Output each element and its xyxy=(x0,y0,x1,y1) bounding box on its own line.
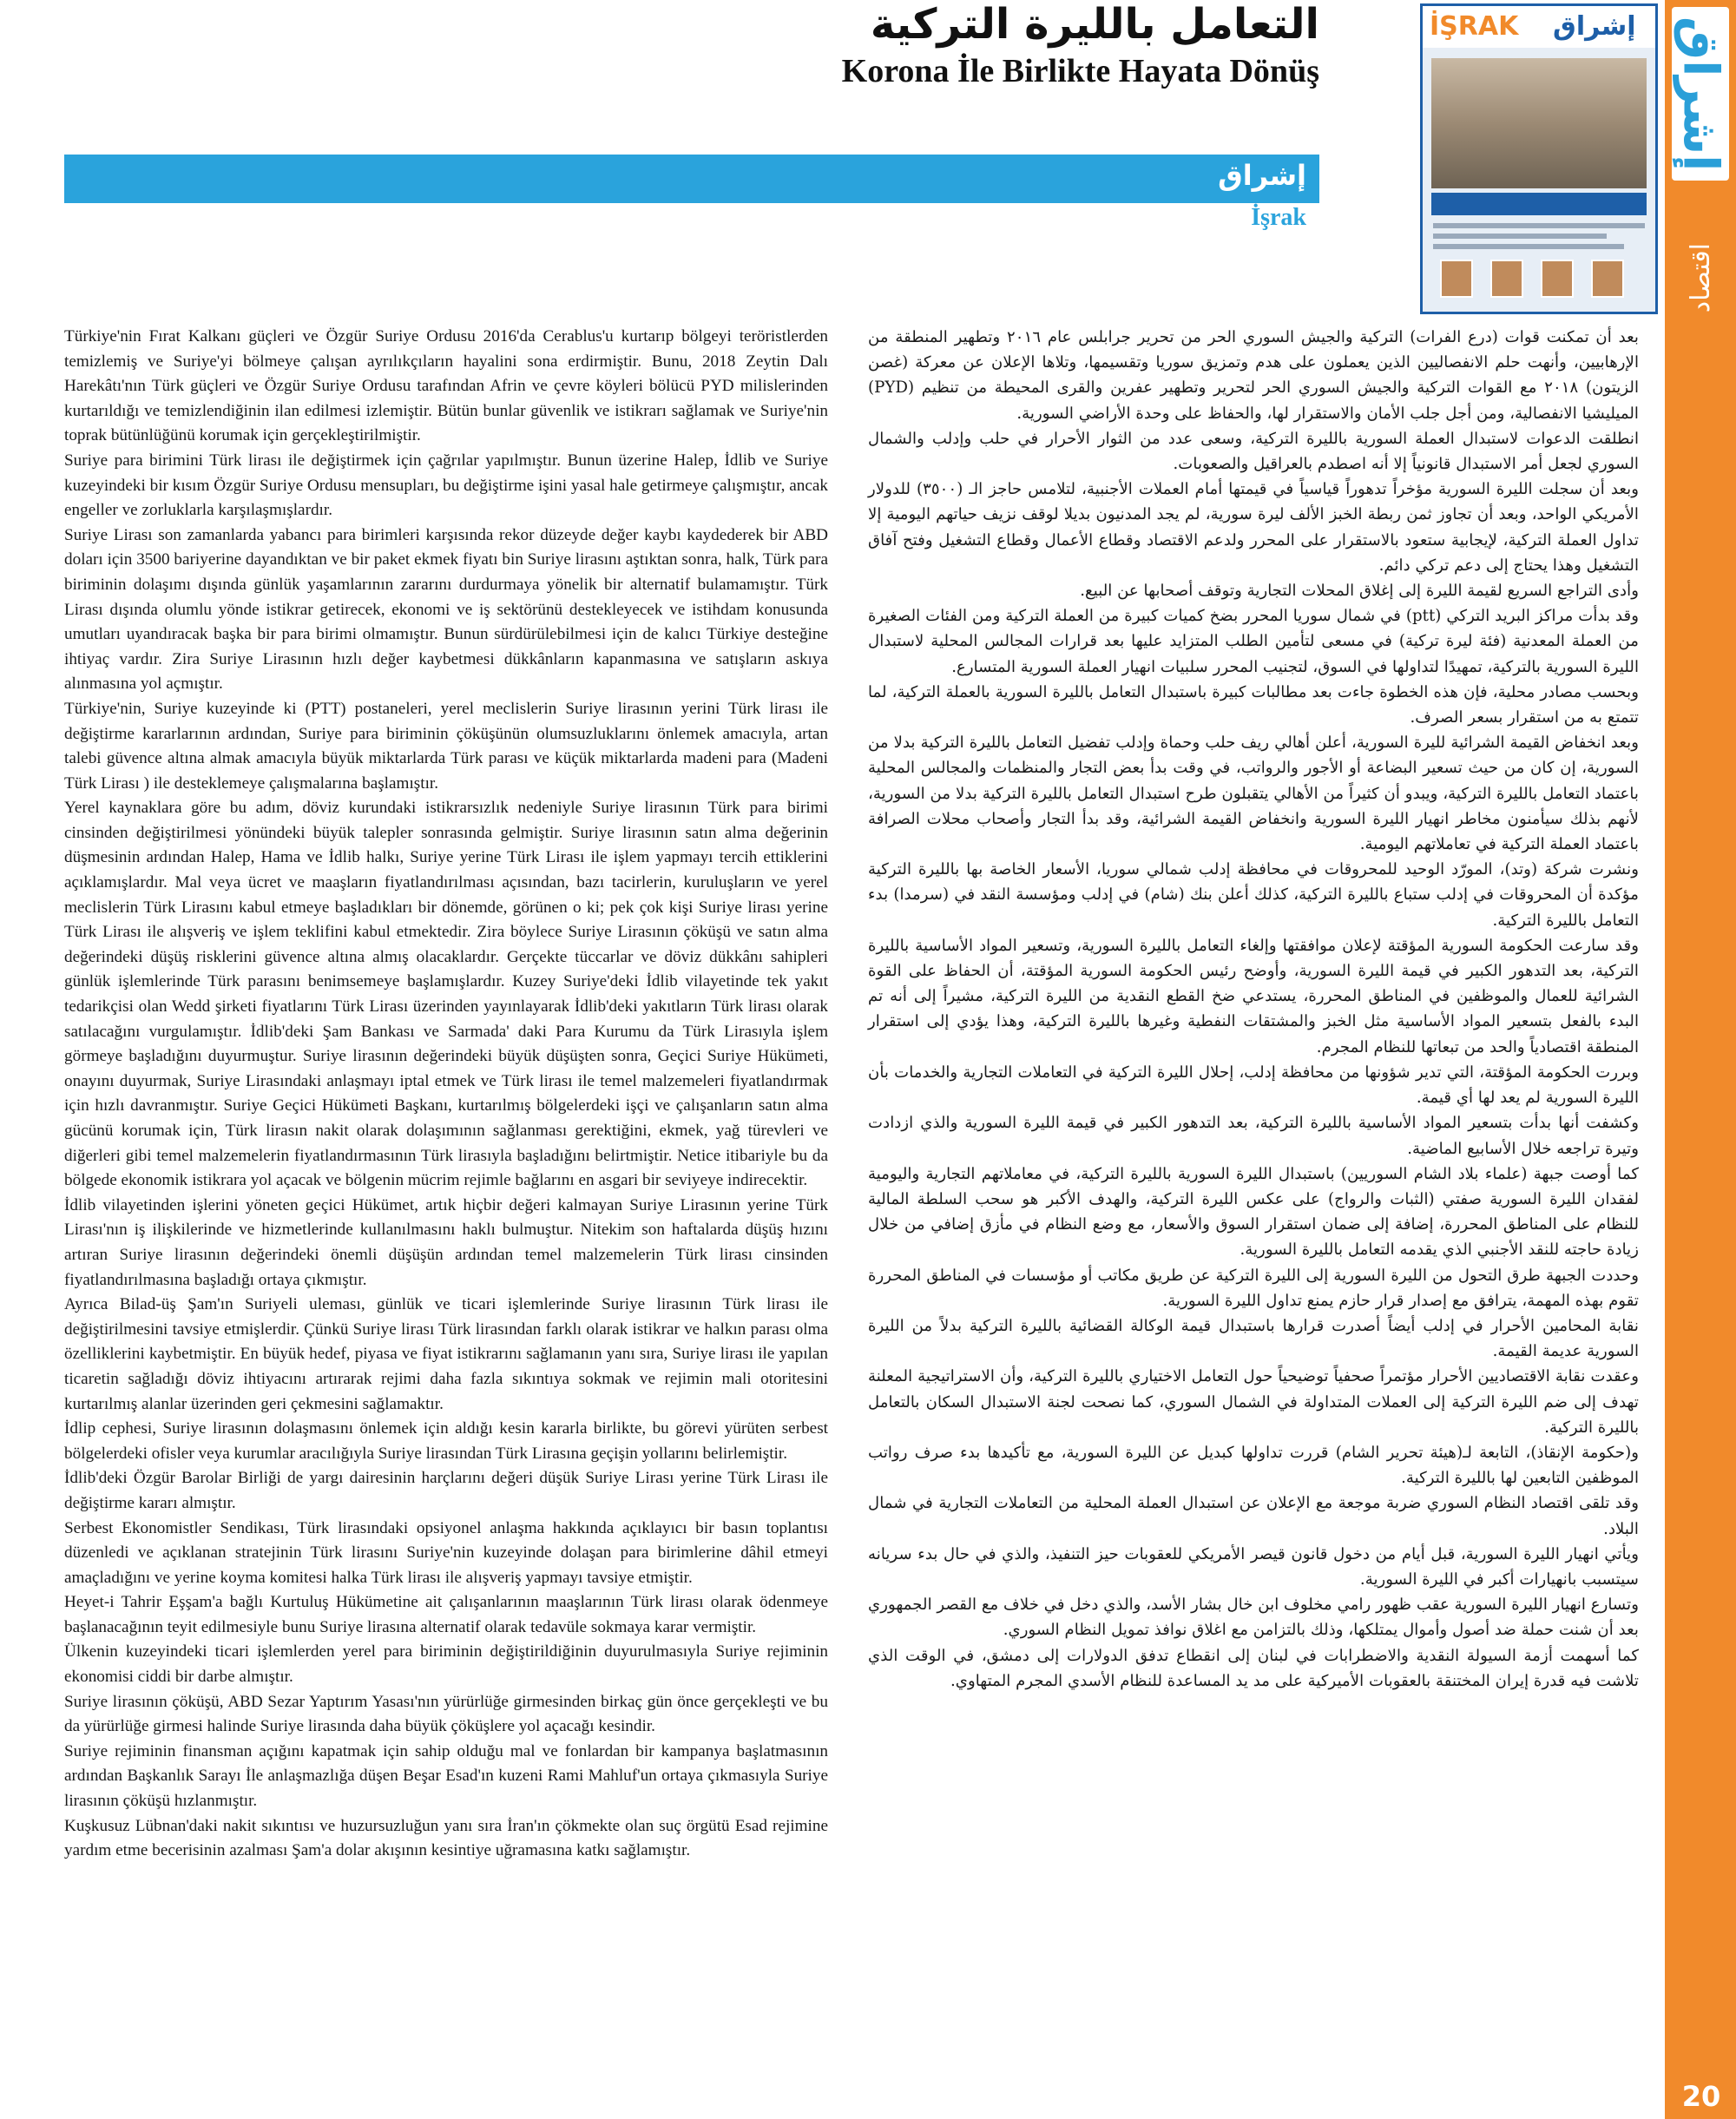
ar-paragraph: وبحسب مصادر محلية، فإن هذه الخطوة جاءت بعد مطالبات كبيرة باستبدال التعامل بالليرة السورية بالعملة التركية، لما تتمتع به من استقرار بسعر الصرف. xyxy=(868,682,1639,727)
cover-portrait xyxy=(1440,260,1473,298)
ar-paragraph: وقد تلقى اقتصاد النظام السوري ضربة موجعة مع الإعلان عن استبدال العملة المحلية من التعاملات التجارية في شمال البلاد. xyxy=(868,1494,1639,1538)
magazine-cover xyxy=(1420,3,1658,314)
tr-paragraph: Yerel kaynaklara göre bu adım, döviz kurundaki istikrarsızlık nedeniyle Suriye lirasının Türk para birimi cinsinden değiştirilmesi yönündeki büyük talepler sonrasında gelmiştir. Suriye lirasının satın alma değerinin düşmesinin ardından Halep, Hama ve İdlib halkı, Suriye yerine Türk Lirası ile işlem yapmayı tercih ettiklerini açıklamışlardır. Mal veya ücret ve maaşların fiyatlandırılması açısından, bazı tacirlerin, kuruluşların ve yerel meclislerin Türk Lirasını kabul etmeye başladıkları bir dönemde, görünen o ki; pek çok kişi Suriye lirası yerine Türk Lirası ile alışveriş ve işlem teklifini kabul etmektedir. Zira böylece Suriye Lirasının çöküşü ve satın alma değerindeki düşüş risklerini güvence altına almış olacaklardır. Gerçekte tüccarlar ve döviz dükkânı sahipleri günlük işlemlerinde Türk parasını benimsemeye başlamışlardır. Kuzey Suriye'deki İdlib vilayetinde tek yakıt tedarikçisi olan Wedd şirketi fiyatlarını Türk Lirası üzerinden yayınlayarak İdlib'deki yakıtların Türk lirası olarak satılacağını vurgulamıştır. İdlib'deki Şam Bankası ve Sarmada' daki Para Kurumu da Türk Lirasıyla işlem görmeye başladığını duyurmuştur. Suriye lirasının değerindeki büyük düşüşten sonra, Geçici Suriye Hükümeti, onayını duyurmak, Suriye Lirasındaki anlaşmayı iptal etmek ve Türk lirası ile temel malzemeleri fiyatlandırmak için hızlı davranmıştır. Suriye Geçici Hükümeti Başkanı, kurtarılmış bölgelerdeki işçi ve çalışanların satın alma gücünü korumak için, Türk lirasın nakit olarak dolaşımının sağlanması gerektiğini, ekmek, yağ türevleri ve diğerleri gibi temel malzemelerin fiyatlandırmasının Türk lirasıyla başladığını belirtmiştir. Netice itibariyle bu da bölgede ekonomik istikrara yol açacak ve bölgenin mücrim rejimle bağlarını en asgari bir seviyeye indirecektir. xyxy=(64,799,828,1190)
cover-portrait xyxy=(1541,260,1574,298)
page-number: 20 xyxy=(1681,2080,1721,2113)
cover-text-line xyxy=(1433,244,1624,249)
author-turkish: İşrak xyxy=(1251,204,1306,231)
ar-paragraph: وكشفت أنها بدأت بتسعير المواد الأساسية بالليرة التركية، بعد التدهور الكبير في قيمة الليرة السورية والذي ازدادت وتيرة تراجعه خلال الأسابيع الماضية. xyxy=(868,1114,1639,1158)
cover-portrait xyxy=(1490,260,1523,298)
ar-paragraph: و(حكومة الإنقاذ)، التابعة لـ(هيئة تحرير الشام) قررت تداولها كبديل عن الليرة السورية، مع تأكيدها بدء صرف رواتب الموظفين التابعين لها بالليرة التركية. xyxy=(868,1443,1639,1488)
turkish-article-body xyxy=(64,325,828,1864)
ar-paragraph: كما أوصت جبهة (علماء بلاد الشام السوريين) باستبدال الليرة السورية بالليرة التركية، في معاملاتهم التجارية واليومية لفقدان الليرة السورية صفتي (الثبات والرواج) على عكس الليرة التركية، والهدف الأكبر هو سحب السلطة المالية للنظام على المناطق المحررة، إضافة إلى ضمان استقرار السوق والأسعار، مع وضع النظام في مأزق إضافي من خلال زيادة حاجته للنقد الأجنبي الذي يقدمه التعامل بالليرة السورية. xyxy=(868,1164,1639,1260)
tr-paragraph: Türkiye'nin, Suriye kuzeyinde ki (PTT) postaneleri, yerel meclislerin Suriye lirasının yerini Türk lirası ile değiştirme kararlarının ardından, Suriye para biriminin çöküşünün olumsuzluklarını önlemek amacıyla, artan talebi güvence altına almak amacıyla büyük miktarlarda Türk parası ve küçük miktarlarda madeni para (Madeni Türk Lirası ) ile desteklemeye çalışmalarına başlamıştır. xyxy=(64,699,828,793)
ar-paragraph: وبعد أن سجلت الليرة السورية مؤخراً تدهوراً قياسياً في قيمتها أمام العملات الأجنبية، لتلامس حاجز الـ (٣٥٠٠) للدولار الأمريكي الواحد، وبعد أن تجاوز ثمن ربطة الخبز الألف ليرة سورية، لم يجد المدنيون بديلا لوقف نزيف حياتهم اليومية إلا تداول العملة التركية، لإيجابية ستعود بالاستقرار على المحرر ولدعم الاقتصاد وقطاع الأعمال وقطاع التشغيل وفتح آفاق التشغيل وهذا يحتاج إلى دعم تركي دائم. xyxy=(868,480,1639,575)
tr-paragraph: Ülkenin kuzeyindeki ticari işlemlerden yerel para biriminin değiştirildiğinin duyurulmasıyla Suriye rejiminin ekonomisi ciddi bir darbe almıştır. xyxy=(64,1642,828,1687)
cover-photo xyxy=(1431,58,1647,188)
ar-paragraph: وتسارع انهيار الليرة السورية عقب ظهور رامي مخلوف ابن خال بشار الأسد، والذي دخل في خلاف مع القصر الجمهوري بعد أن شنت حملة ضد أصول وأموال يمتلكها، وذلك بالتزامن مع اغلاق نوافذ تمويل النظام السوري. xyxy=(868,1596,1639,1640)
magazine-logo xyxy=(1672,7,1729,181)
cover-text-line xyxy=(1433,234,1607,239)
section-label xyxy=(1675,200,1726,356)
tr-paragraph: Ayrıca Bilad-üş Şam'ın Suriyeli uleması, günlük ve ticari işlemlerinde Suriye lirasının Türk lirası ile değiştirilmesini tavsiye etmişlerdir. Çünkü Suriye lirası Türk lirasından farklı olarak istikrar ve halkın parası olma özelliklerini kaybetmiştir. En büyük hedef, piyasa ve fiyat istikrarını sağlamanın yanı sıra, Suriye lirası ile yapılan ticaretin sağladığı döviz ihtiyacını artırarak rejimi daha fazla sıkıntıya sokmak ve rejimin mali otoritesini kurtarılmış alanlar üzerinden geri çekmesini sağlamaktır. xyxy=(64,1295,828,1413)
article-title-turkish: Korona İle Birlikte Hayata Dönüş xyxy=(841,53,1319,89)
author-arabic: إشراق xyxy=(1218,159,1306,192)
ar-paragraph: وقد بدأت مراكز البريد التركي (ptt) في شمال سوريا المحرر بضخ كميات كبيرة من العملة التركية ومن الفئات الصغيرة من العملة المعدنية (فئة ليرة تركية) في مسعى لتأمين الطلب المتزايد عليها بعد قرارات المجالس المحلية لاستبدال الليرة السورية بالتركية، تمهيدًا لتداولها في السوق، لتجنيب المحرر سلبيات انهيار العملة السورية المتسارع. xyxy=(868,607,1640,676)
ar-paragraph: وعقدت نقابة الاقتصاديين الأحرار مؤتمراً صحفياً توضيحياً حول التعامل الاختياري بالليرة التركية، وأن الاستراتيجية المعلنة تهدف إلى ضم الليرة التركية إلى العملات المتداولة في الشمال السوري، كما نصحت لجنة الاستبدال السكان بالتعامل بالليرة التركية. xyxy=(868,1367,1639,1437)
tr-paragraph: Heyet-i Tahrir Eşşam'a bağlı Kurtuluş Hükümetine ait çalışanlarının maaşlarının Türk lirası olarak ödenmeye başlanacağının teyit edilmesiyle bunu Suriye lirasına alternatif olarak tedavüle sokmaya karar vermiştir. xyxy=(64,1593,828,1636)
ar-paragraph: ويأتي انهيار الليرة السورية، قبل أيام من دخول قانون قيصر الأمريكي للعقوبات حيز التنفيذ، والذي في حال بدء سريانه سيتسبب بانهيارات أكبر في الليرة السورية. xyxy=(868,1544,1639,1589)
ar-paragraph: وحددت الجبهة طرق التحول من الليرة السورية إلى الليرة التركية عن طريق مكاتب أو مؤسسات في المناطق المحررة تقوم بهذه المهمة، يترافق مع إصدار قرار حازم يمنع تداول الليرة السورية. xyxy=(868,1266,1639,1310)
cover-logo-latin: İŞRAK xyxy=(1430,11,1519,42)
tr-paragraph: Suriye Lirası son zamanlarda yabancı para birimleri karşısında rekor düzeyde değer kaybı kaydederek bir ABD doları için 3500 bariyerine dayandıktan ve bir paket ekmek fiyatı bin Suriye lirasını aştıktan sonra, halk, Türk para biriminin dolaşımı dışında günlük yaşamlarının zararını durdurmaya yönelik bir alternatif bulamamıştır. Türk Lirası dışında olumlu yönde istikrar getirecek, ekonomi ve iş sektörünü destekleyecek ve istihdam konusunda umutları uyandıracak başka bir para birimi olmamıştır. Bunun sürdürülebilmesi için de kalıcı Türkiye desteğine ihtiyaç vardır. Zira Suriye Lirasının hızlı değer kaybetmesi dükkânların kapanmasına ve satışların askıya alınmasına yol açmıştır. xyxy=(64,525,828,694)
cover-portrait xyxy=(1591,260,1624,298)
section-label-text: اقتصاد xyxy=(1685,242,1716,313)
cover-logo-arabic: إشراق xyxy=(1553,11,1636,42)
tr-paragraph: Türkiye'nin Fırat Kalkanı güçleri ve Özgür Suriye Ordusu 2016'da Cerablus'u kurtarıp bölgeyi teröristlerden temizlemiş ve Suriye'yi bölmeye çalışan ayrılıkçıların hayalini sona erdirmiştir. Bunu, 2018 Zeytin Dalı Harekâtı'nın Türk güçleri ve Özgür Suriye Ordusu tarafından Afrin ve çevre köyleri bölücü PYD milislerinden kurtarıldığı ve temizlendiğinin ilan edilmesi izlemiştir. Bütün bunlar güvenlik ve istikrarı sağlamak ve Suriye'nin toprak bütünlüğünü korumak için gerçekleştirilmiştir. xyxy=(64,327,828,445)
ar-paragraph: ونشرت شركة (وتد)، المورّد الوحيد للمحروقات في محافظة إدلب شمالي سوريا، الأسعار الخاصة بها بالليرة التركية مؤكدة أن المحروقات في إدلب ستباع بالليرة التركية، كذلك أعلن بنك (شام) في إدلب ومؤسسة النقد في (سرمدا) بدء التعامل بالليرة التركية. xyxy=(868,860,1639,930)
tr-paragraph: İdlib vilayetinden işlerini yöneten geçici Hükümet, artık hiçbir değeri kalmayan Suriye Lirasının yerine Türk Lirası'nın iş ilişkilerinde ve hizmetlerinde kullanılmasını haklı bulmuştur. Nitekim son haftalarda düşüş hızını artıran Suriye lirasının değerindeki önemli düşüşün ardından temel malzemelerin Türk lirası cinsinden fiyatlandırılmasına başladığı ortaya çıkmıştır. xyxy=(64,1195,828,1289)
ar-paragraph: كما أسهمت أزمة السيولة النقدية والاضطرابات في لبنان إلى انقطاع تدفق الدولارات إلى دمشق، في الوقت الذي تلاشت فيه قدرة إيران المختنقة بالعقوبات الأميركية على مد يد المساعدة للنظام الأسدي المجرم المتهاوي. xyxy=(868,1646,1639,1690)
ar-paragraph: وأدى التراجع السريع لقيمة الليرة إلى إغلاق المحلات التجارية وتوقف أصحابها عن البيع. xyxy=(1080,582,1639,601)
ar-paragraph: وبعد انخفاض القيمة الشرائية لليرة السورية، أعلن أهالي ريف حلب وحماة وإدلب تفضيل التعامل بالليرة التركية بدلا من السورية، إن كان من حيث تسعير البضاعة أو الأجور والرواتب، في وقت بدأ بعض التجار والمنظمات والمجالس المحلية باعتماد التعامل بالليرة التركية، ويبدو أن كثيراً من الأهالي يتقبلون طرح استبدال التعامل بالليرة التركية بدلا من السورية، لأنهم بذلك سيأمنون مخاطر انهيار الليرة السورية وانخفاض القيمة الشرائية، وقد بدأ التجار وأصحاب محلات الصرافة باعتماد العملة التركية في تعاملاتهم اليومية. xyxy=(868,734,1639,854)
tr-paragraph: İdlip cephesi, Suriye lirasının dolaşmasını önlemek için aldığı kesin kararla birlikte, bu görevi yürüten serbest bölgelerdeki ofisler veya kurumlar aracılığıyla Suriye lirasından Türk Lirasına geçişin yollarını belirlemiştir. xyxy=(64,1419,828,1463)
tr-paragraph: Kuşkusuz Lübnan'daki nakit sıkıntısı ve huzursuzluğun yanı sıra İran'ın çökmekte olan suç örgütü Esad rejimine yardım etme becerisinin azalması Şam'a dolar akışının kesintiye uğramasına katkı sağlamıştır. xyxy=(64,1816,828,1860)
cover-text-line xyxy=(1433,223,1645,228)
ar-paragraph: انطلقت الدعوات لاستبدال العملة السورية بالليرة التركية، وسعى عدد من الثوار الأحرار في حلب وإدلب والشمال السوري لجعل أمر الاستبدال قانونياً إلا أنه اصطدم بالعراقيل والصعوبات. xyxy=(868,429,1639,474)
ar-paragraph: بعد أن تمكنت قوات (درع الفرات) التركية والجيش السوري الحر من تحرير جرابلس عام ٢٠١٦ وتطهير المنطقة من الإرهابيين، وأنهت حلم الانفصاليين الذين يعملون على هدم وتمزيق سوريا وتقسيمها، وتلاها الإعلان عن معركة (غصن الزيتون) ٢٠١٨ مع القوات التركية والجيش السوري الحر لتحرير وتطهير عفرين والقرى المحيطة من تنظيم (PYD) الميليشيا الانفصالية، ومن أجل جلب الأمان والاستقرار لها، والحفاظ على وحدة الأراضي السورية. xyxy=(868,328,1639,423)
arabic-article-body xyxy=(868,325,1639,1694)
magazine-logo-text: إشراق xyxy=(1672,16,1729,172)
article-title-arabic: التعامل بالليرة التركية xyxy=(870,0,1319,49)
ar-paragraph: نقابة المحامين الأحرار في إدلب أيضاً أصدرت قرارها باستبدال قيمة الوكالة القضائية بالليرة التركية بدلاً من الليرة السورية عديمة القيمة. xyxy=(868,1316,1639,1361)
ar-paragraph: وبررت الحكومة المؤقتة، التي تدير شؤونها من محافظة إدلب، إحلال الليرة التركية في التعاملات التجارية والخدمات بأن الليرة السورية لم يعد لها أي قيمة. xyxy=(868,1063,1639,1108)
tr-paragraph: Serbest Ekonomistler Sendikası, Türk lirasındaki opsiyonel anlaşma hakkında açıklayıcı bir basın toplantısı düzenledi ve açıklanan stratejinin Türk lirasını Suriye'nin kuzeyinde dolaşan para birimlerine dâhil etmeyi amaçladığını ve yerine koyma komitesi halka Türk lirası ile alışveriş yapmayı tavsiye etmiştir. xyxy=(64,1518,828,1587)
ar-paragraph: وقد سارعت الحكومة السورية المؤقتة لإعلان موافقتها وإلغاء التعامل بالليرة السورية، وتسعير المواد الأساسية بالليرة التركية، بعد التدهور الكبير في قيمة الليرة السورية، وأوضح رئيس الحكومة السورية المؤقتة، أن الحفاظ على القوة الشرائية للعمال والموظفين في المناطق المحررة، يستدعي ضخ القطع النقدية من الليرة التركية، مشيراً إلى أنه تم البدء بالفعل بتسعير المواد الأساسية مثل الخبز والمشتقات النفطية وغيرها بالليرة التركية، وهذا يؤدي إلى استقرار المنطقة اقتصادياً والحد من تبعاتها للنظام المجرم. xyxy=(868,936,1639,1056)
tr-paragraph: İdlib'deki Özgür Barolar Birliği de yargı dairesinin harçlarını değeri düşük Suriye Lirası yerine Türk Lirası ile değiştirme kararı almıştır. xyxy=(64,1469,828,1512)
tr-paragraph: Suriye lirasının çöküşü, ABD Sezar Yaptırım Yasası'nın yürürlüğe girmesinden birkaç gün önce gerçekleşti ve bu da yürürlüğe girmesi halinde Suriye lirasında daha büyük çöküşlere yol açacağı kesindir. xyxy=(64,1692,828,1736)
tr-paragraph: Suriye para birimini Türk lirası ile değiştirmek için çağrılar yapılmıştır. Bunun üzerine Halep, İdlib ve Suriye kuzeyindeki bir kısım Özgür Suriye Ordusu mensupları, bu değiştirme işini yasal hale getirmeye çalışmıştır, ancak engeller ve zorluklarla karşılaşmışlardır. xyxy=(64,451,828,520)
tr-paragraph: Suriye rejiminin finansman açığını kapatmak için sahip olduğu mal ve fonlardan bir kampanya başlatmasının ardından Başkanlık Sarayı İle anlaşmazlığa düşen Beşar Esad'ın kuzeni Rami Mahluf'un ortaya çıkmasıyla Suriye lirasının çöküşü hızlanmıştır. xyxy=(64,1741,828,1811)
cover-banner xyxy=(1431,193,1647,215)
